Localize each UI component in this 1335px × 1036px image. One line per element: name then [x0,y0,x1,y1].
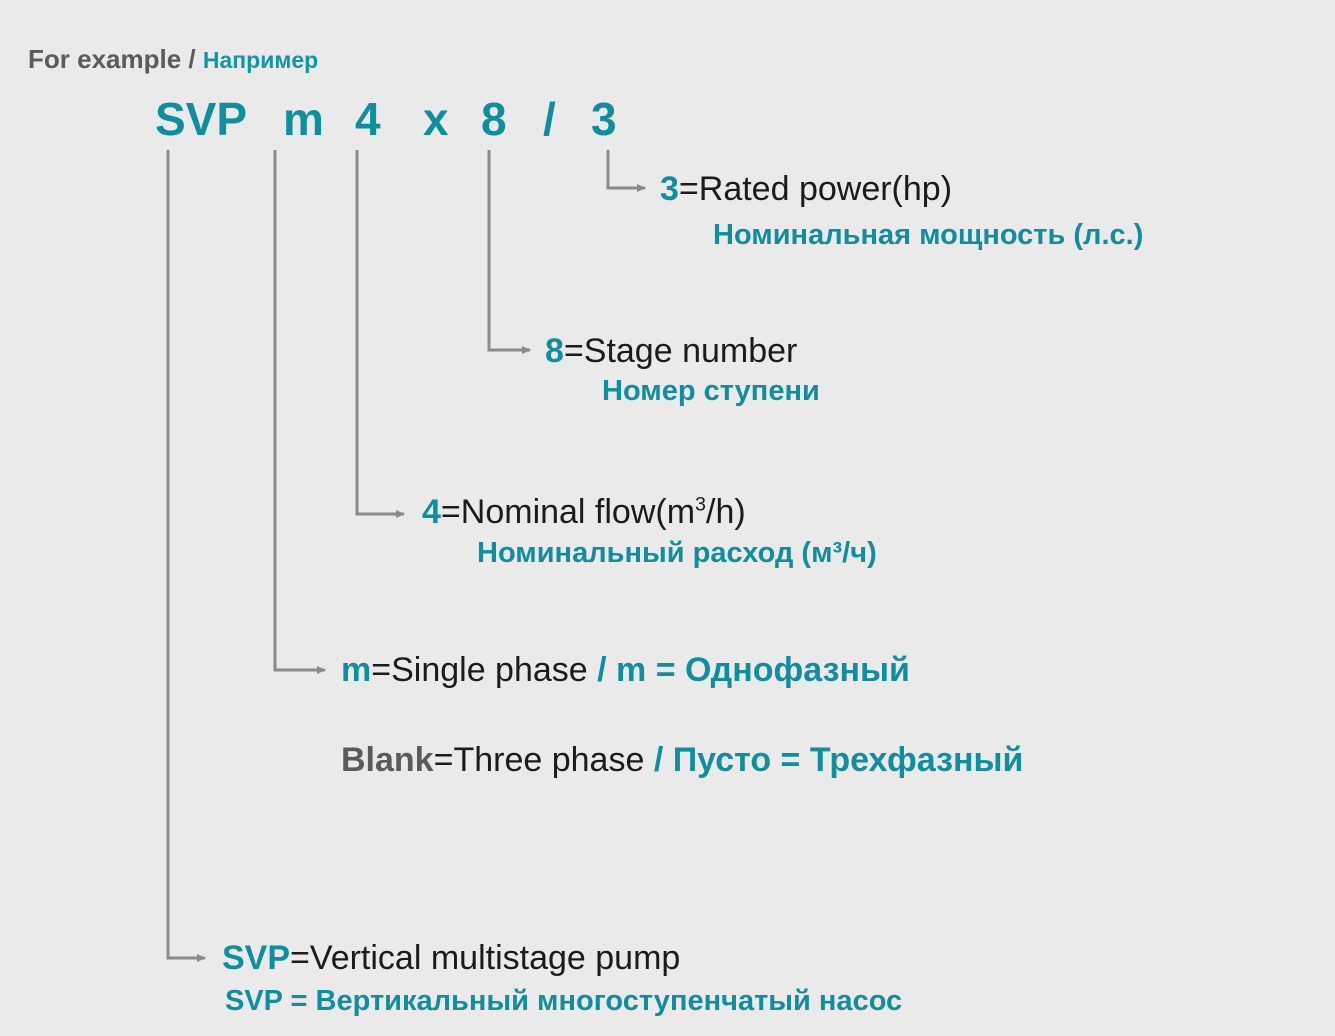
callout-stage-ru: Номер ступени [602,375,820,407]
callout-flow-exponent: 3 [695,493,707,516]
callout-single-phase [341,651,910,690]
callout-single-phase-key: m [341,651,372,689]
code-part-flow: 4 [355,93,381,145]
code-part-power: 3 [591,93,617,145]
connector-power [608,150,645,188]
connector-svp [168,150,205,958]
callout-power-key: 3 [660,170,679,208]
callout-flow-text-pre: =Nominal flow(m [440,493,696,531]
callout-svp-en [222,939,680,978]
connector-single-phase [275,150,325,670]
callout-single-phase-separator: / [597,651,607,689]
callout-three-phase-separator: / [653,741,664,779]
connector-flow [357,150,404,514]
callout-three-phase [341,741,1023,780]
callout-power-text: =Rated power(hp) [678,170,953,208]
callout-flow-text-post: /h) [706,493,746,531]
callout-stage-text: =Stage number [563,332,798,370]
code-part-x: x [423,93,449,145]
callout-power-ru: Номинальная мощность (л.с.) [713,219,1144,251]
callout-svp-text: =Vertical multistage pump [290,939,681,977]
callout-flow-key: 4 [422,493,441,531]
page-title [28,44,318,75]
title-ru: Например [202,47,319,73]
code-part-slash: / [543,93,556,145]
callout-power-en [660,170,952,209]
callout-three-phase-text: =Three phase [433,741,645,779]
callout-svp-ru: SVP = Вертикальный многоступенчатый насос [225,985,903,1017]
title-separator: / [188,44,196,74]
callout-three-phase-key: Blank [341,741,434,779]
callout-three-phase-ru: Пусто = Трехфазный [672,741,1024,779]
callout-svp-key: SVP [222,939,291,977]
callout-flow-ru: Номинальный расход (м³/ч) [477,537,877,569]
code-part-svp: SVP [155,93,248,145]
connector-stage [489,150,530,350]
code-part-m: m [283,93,324,145]
model-code [155,92,617,146]
title-en: For example [28,44,182,74]
callout-flow-en [422,493,746,532]
callout-stage-key: 8 [545,332,564,370]
callout-single-phase-ru: m = Однофазный [616,651,910,689]
callout-single-phase-text: =Single phase [371,651,588,689]
code-part-stage: 8 [481,93,507,145]
callout-stage-en [545,332,797,371]
